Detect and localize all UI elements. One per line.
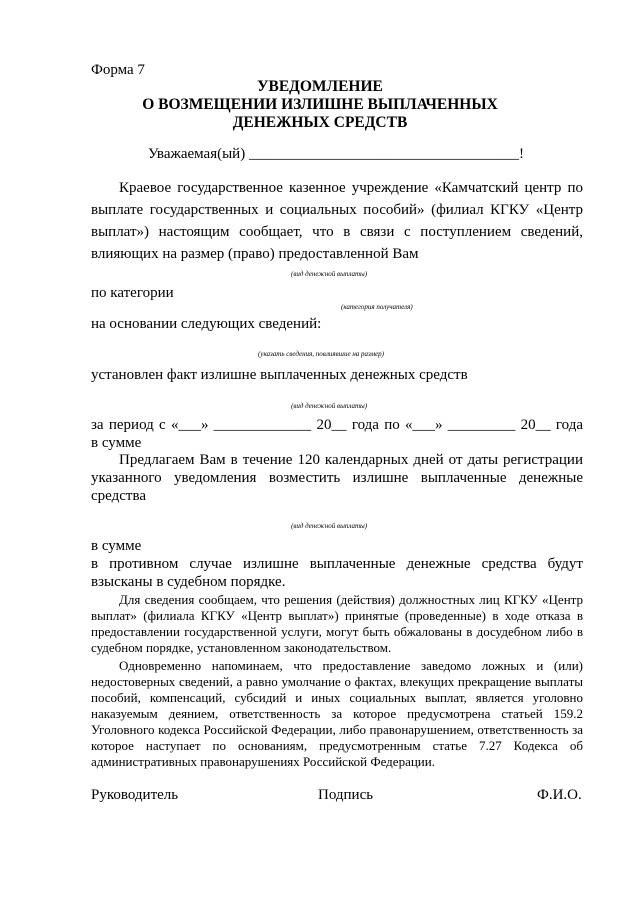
offer-line-2: указанного уведомления возместить излишне выплаченные денежные	[91, 470, 583, 486]
hint-benefit-type-2: (вид денежной выплаты)	[291, 402, 368, 410]
appeal-line-2: выплат» (филиала КГКУ «Центр выплат») принятые (проведенные) в ходе отказа в	[91, 608, 583, 623]
reminder-line-4: наказуемым деянием, ответственность за которое предусмотрена статьей 159.2	[91, 706, 583, 721]
reminder-line-3: пособий, компенсаций, субсидий и иных социальных выплат, является уголовно	[91, 690, 583, 705]
intro-line-3: выплат») настоящим сообщает, что в связи с поступлением сведений,	[91, 224, 583, 240]
by-category-label: по категории	[91, 285, 174, 301]
in-sum-label-1: в сумме	[91, 435, 142, 451]
signature-name-label: Ф.И.О.	[537, 787, 582, 803]
hint-benefit-type-3: (вид денежной выплаты)	[291, 522, 368, 530]
offer-line-1: Предлагаем Вам в течение 120 календарных дней от даты регистрации	[119, 452, 583, 468]
based-on-label: на основании следующих сведений:	[91, 316, 322, 332]
reminder-line-2: недостоверных сведений, а равно умолчание о фактах, влекущих прекращение выплаты	[91, 674, 583, 689]
hint-benefit-type-1: (вид денежной выплаты)	[291, 270, 368, 278]
reminder-line-5: Уголовного кодекса Российской Федерации, либо правонарушением, ответственность за	[91, 722, 583, 737]
intro-line-1: Краевое государственное казенное учреждение «Камчатский центр по	[119, 180, 583, 196]
reminder-line-7: административных правонарушениях Российской Федерации.	[91, 754, 435, 769]
hint-recipient-category: (категория получателя)	[341, 303, 413, 311]
intro-line-4: влияющих на размер (право) предоставленной Вам	[91, 246, 419, 262]
offer-line-3: средства	[91, 488, 147, 504]
period-line: за период с «___» _____________ 20__ года по «___» _________ 20__ года	[91, 417, 583, 433]
form-label: Форма 7	[91, 62, 145, 78]
title-line-2: О ВОЗМЕЩЕНИИ ИЗЛИШНЕ ВЫПЛАЧЕННЫХ	[142, 96, 498, 113]
title-line-1: УВЕДОМЛЕНИЕ	[257, 78, 383, 95]
title-line-3: ДЕНЕЖНЫХ СРЕДСТВ	[232, 114, 408, 131]
appeal-line-1: Для сведения сообщаем, что решения (действия) должностных лиц КГКУ «Центр	[119, 592, 583, 607]
greeting: Уважаемая(ый) ____________________________________!	[148, 146, 524, 162]
reminder-line-1: Одновременно напоминаем, что предоставление заведомо ложных и (или)	[119, 658, 583, 673]
fact-established: установлен факт излишне выплаченных денежных средств	[91, 367, 468, 383]
appeal-line-4: судебном порядке, установленном законодательством.	[91, 640, 392, 655]
hint-info-reason: (указать сведения, повлиявшие на размер)	[258, 350, 385, 358]
in-sum-label-2: в сумме	[91, 538, 142, 554]
intro-line-2: выплате государственных и социальных пособий» (филиал КГКУ «Центр	[91, 202, 583, 218]
signature-head-label: Руководитель	[91, 787, 179, 803]
appeal-line-3: предоставлении государственной услуги, могут быть обжалованы в досудебном либо в	[91, 624, 583, 639]
signature-sign-label: Подпись	[318, 787, 374, 803]
otherwise-line-1: в противном случае излишне выплаченные денежные средства будут	[91, 556, 583, 572]
otherwise-line-2: взысканы в судебном порядке.	[91, 574, 286, 590]
reminder-line-6: которое наступает по основаниям, предусмотренным статье 7.27 Кодекса об	[91, 738, 583, 753]
